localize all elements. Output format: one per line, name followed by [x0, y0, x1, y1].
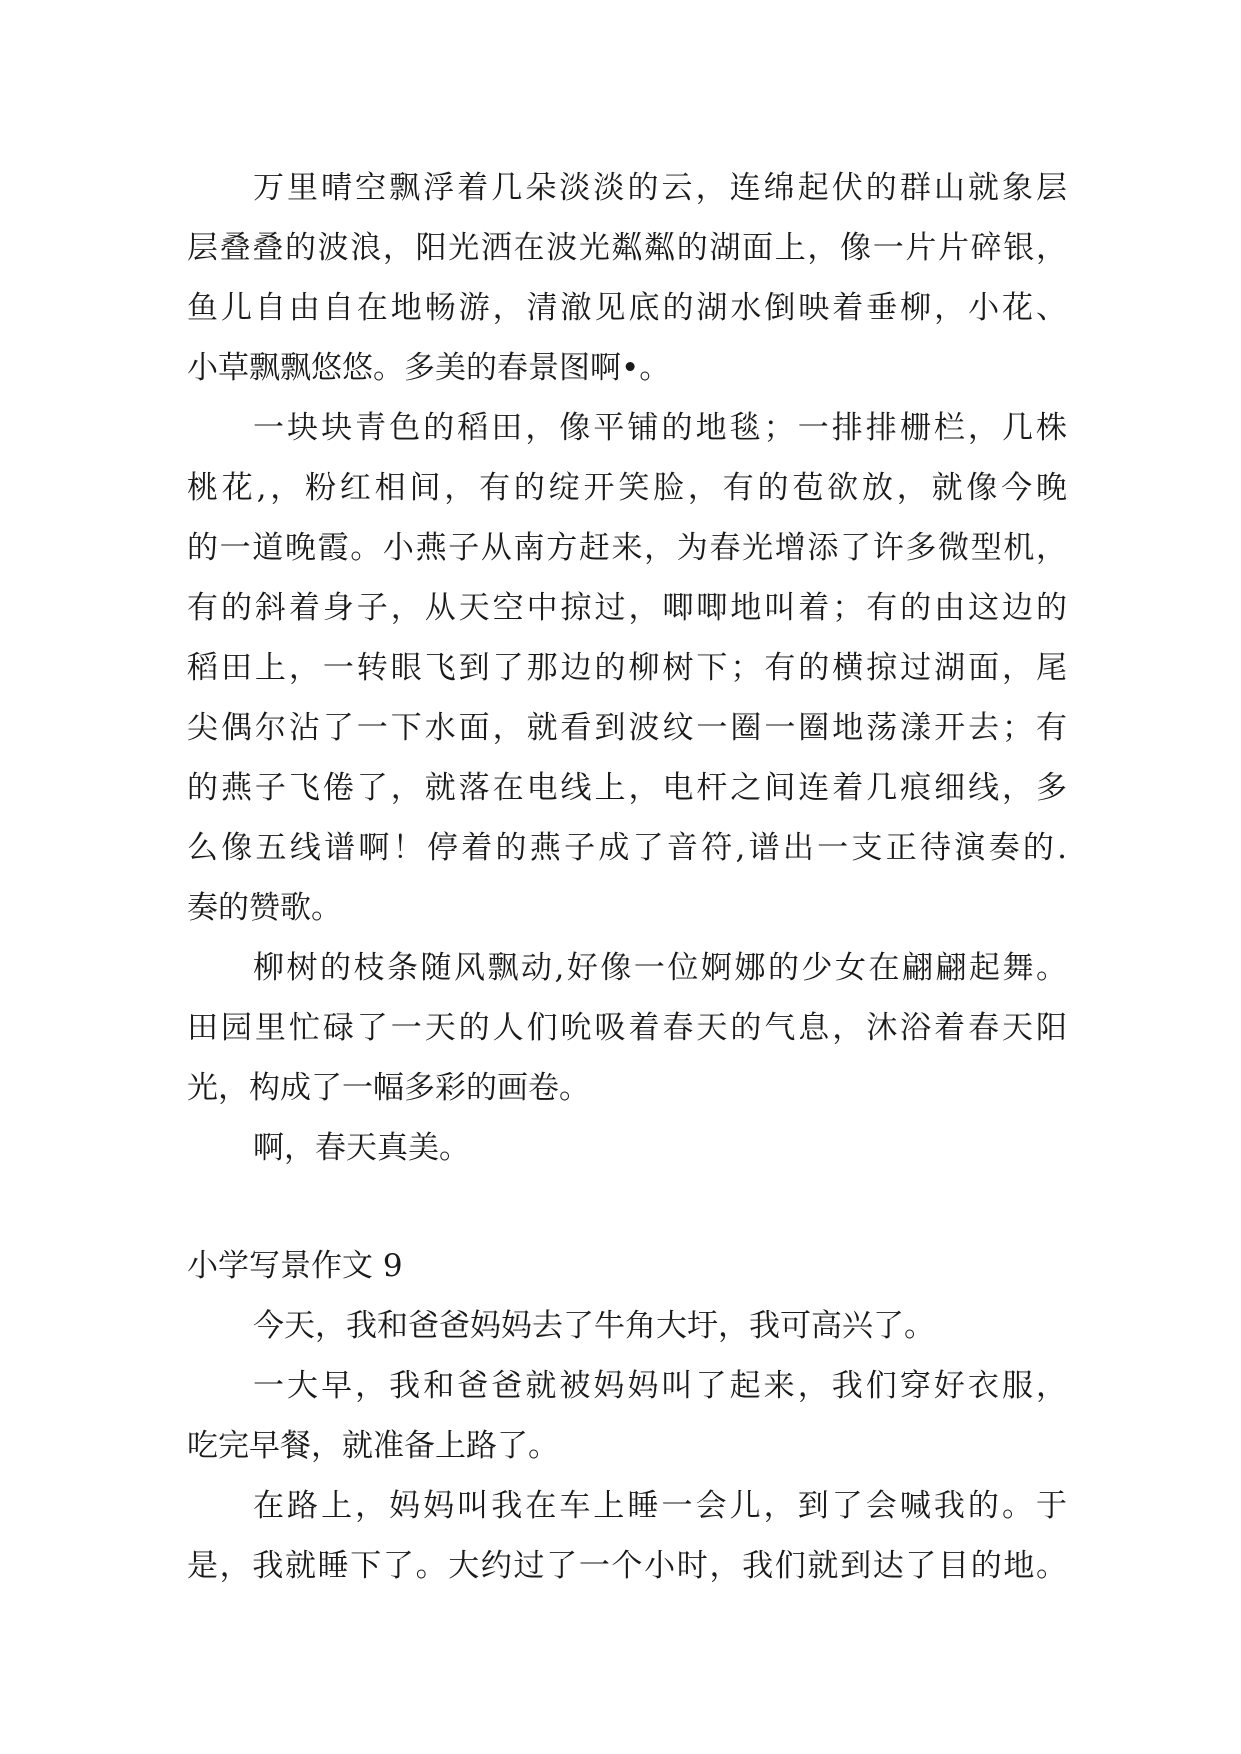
text-line: 尖偶尔沾了一下水面，就看到波纹一圈一圈地荡漾开去；有 — [187, 710, 1067, 746]
text-line: 奏的赞歌。 — [187, 890, 342, 926]
text-line: 桃花,，粉红相间，有的绽开笑脸，有的苞欲放，就像今晚 — [187, 470, 1067, 506]
text-line: 的燕子飞倦了，就落在电线上，电杆之间连着几痕细线，多 — [187, 770, 1067, 806]
document-body — [187, 158, 1067, 1596]
paragraph-intro — [187, 1296, 1067, 1356]
paragraph-spring-scenery — [187, 158, 1067, 398]
text-line: 光，构成了一幅多彩的画卷。 — [187, 1070, 590, 1106]
text-line: 有的斜着身子，从天空中掠过，唧唧地叫着；有的由这边的 — [187, 590, 1067, 626]
text-line: 一大早，我和爸爸就被妈妈叫了起来，我们穿好衣服， — [253, 1368, 1067, 1404]
paragraph-conclusion — [187, 1118, 1067, 1178]
text-line: 柳树的枝条随风飘动,好像一位婀娜的少女在翩翩起舞。 — [253, 950, 1067, 986]
text-line: 啊，春天真美。 — [253, 1130, 470, 1166]
text-line: 的一道晚霞。小燕子从南方赶来，为春光增添了许多微型机， — [187, 530, 1067, 566]
section-spacer — [187, 1178, 1067, 1236]
paragraph-willow — [187, 938, 1067, 1118]
paragraph-morning — [187, 1356, 1067, 1476]
paragraph-swallows — [187, 398, 1067, 938]
text-line: 层叠叠的波浪，阳光洒在波光粼粼的湖面上，像一片片碎银， — [187, 230, 1067, 266]
text-line: 在路上，妈妈叫我在车上睡一会儿，到了会喊我的。于 — [253, 1488, 1067, 1524]
text-line: 是，我就睡下了。大约过了一个小时，我们就到达了目的地。 — [187, 1548, 1067, 1584]
text-line: 鱼儿自由自在地畅游，清澈见底的湖水倒映着垂柳，小花、 — [187, 290, 1067, 326]
text-line: 万里晴空飘浮着几朵淡淡的云，连绵起伏的群山就象层 — [253, 170, 1067, 206]
section-title: 小学写景作文 9 — [187, 1248, 403, 1284]
text-line: 稻田上，一转眼飞到了那边的柳树下；有的横掠过湖面，尾 — [187, 650, 1067, 686]
text-line: 小草飘飘悠悠。多美的春景图啊•。 — [187, 350, 671, 386]
text-line: 今天，我和爸爸妈妈去了牛角大圩，我可高兴了。 — [253, 1308, 935, 1344]
text-line: 么像五线谱啊！停着的燕子成了音符,谱出一支正待演奏的. — [187, 830, 1067, 866]
text-line: 田园里忙碌了一天的人们吮吸着春天的气息，沐浴着春天阳 — [187, 1010, 1067, 1046]
text-line: 一块块青色的稻田，像平铺的地毯；一排排栅栏，几株 — [253, 410, 1067, 446]
paragraph-on-the-road — [187, 1476, 1067, 1596]
text-line: 吃完早餐，就准备上路了。 — [187, 1428, 559, 1464]
